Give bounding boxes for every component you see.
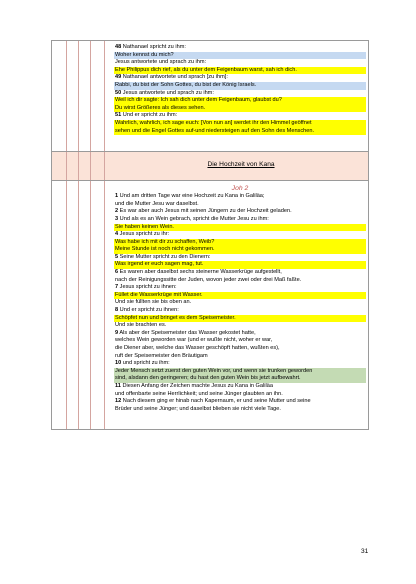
verse-text: Als aber der Speisemeister das Wasser gekostet hatte, [118,329,256,336]
verse-text: nach der Reinigungssitte der Juden, wovon jeder zwei oder drei Maß faßte. [115,276,302,283]
verse-text: Und er spricht zu ihnen: [118,307,179,314]
verse-line [114,406,366,414]
verse-text: Diesen Anfang der Zeichen machte Jesus zu Kana in Galiläa [120,382,273,389]
verse-line [114,353,366,361]
verse-text: Brüder und seine Jünger; und daselbst blieben sie nicht viele Tage. [115,405,281,412]
gutter-line [90,152,91,180]
verse-line [114,105,366,113]
verse-text: Was irgend er euch sagen mag, tut. [115,261,204,268]
verse-line [114,391,366,399]
verse-text: Schöpfet nun und bringet es dem Speisemeister. [115,314,236,321]
verse-text: Jesus spricht zu ihr: [118,231,170,238]
verse-line [114,322,366,330]
verse-line [114,90,366,98]
verse-text: Und sie füllten sie bis oben an. [115,299,192,306]
page-number: 31 [361,548,369,555]
verse-line [114,299,366,307]
verse-line [114,307,366,315]
verse-number: 2 [115,208,119,215]
verse-line [114,128,366,136]
verse-text: Jesus spricht zu ihnen: [118,284,177,291]
verse-line [114,193,366,201]
verse-line [114,292,366,300]
verse-text: Und am dritten Tage war eine Hochzeit zu Kana in Galiläa; [118,193,265,200]
verse-line [114,97,366,105]
verses-row-john2 [52,180,368,429]
verse-text: Nach diesem ging er hinab nach Kapernaum, er und seine Mutter und seine [121,398,311,405]
gutter-line [90,181,91,429]
verse-line [114,254,366,262]
verse-text: sind, alsdann den geringeren; du hast den guten Wein bis jetzt aufbewahrt. [115,375,301,382]
verse-number: 12 [115,398,122,405]
gutter-line [78,152,79,180]
verse-text: Und sie brachten es. [115,322,167,329]
verse-line [114,52,366,60]
gutter-line [78,181,79,429]
verse-line [114,269,366,277]
verse-line [114,284,366,292]
verse-line [114,375,366,383]
verse-number: 7 [115,284,119,291]
verse-line [114,368,366,376]
gutter-line [78,41,79,151]
verse-text: Meine Stunde ist noch nicht gekommen. [115,246,215,253]
verse-text: die Diener aber, welche das Wasser geschöpft hatten, wußten es), [115,345,280,351]
verse-text: Und er spricht zu ihm: [121,112,178,119]
verse-line [114,315,366,323]
verse-line [114,277,366,285]
verse-number: 6 [115,269,119,276]
heading-row [52,151,368,180]
verse-line [114,261,366,269]
verse-number: 4 [115,231,119,238]
verse-line [114,82,366,90]
verse-line [114,330,366,338]
verse-text: Sie haben keinen Wein. [115,223,174,230]
gutter-line [104,181,105,429]
verse-line [114,337,366,345]
verse-text: sehen und die Engel Gottes auf-und niedersteigen auf den Sohn des Menschen. [115,127,315,134]
verse-text: Nathanael antwortete und sprach [zu ihm]: [121,74,228,81]
verse-text: Du wirst Größeres als dieses sehen. [115,104,206,111]
verse-text: Und als es an Wein gebrach, spricht die Mutter Jesu zu ihm: [118,215,269,222]
verse-text: Ehe Philippus dich rief, als du unter dem Feigenbaum warst, sah ich dich. [115,66,297,73]
gutter-line [66,181,67,429]
gutter-line [104,41,105,151]
verse-text: und die Mutter Jesu war daselbst. [115,200,199,207]
verse-number: 50 [115,89,122,96]
section-heading: Die Hochzeit von Kana [207,161,275,169]
chapter-title: Joh 2 [231,185,249,193]
verse-number: 10 [115,360,122,367]
verse-line [114,398,366,406]
verse-number: 8 [115,307,119,314]
verse-line [114,201,366,209]
verse-line [114,112,366,120]
verse-text: Rabbi, du bist der Sohn Gottes, du bist der König Israels. [115,81,257,88]
scripture-table [51,40,369,430]
gutter-line [104,152,105,180]
verse-number: 1 [115,193,119,200]
verse-text: welches Wein geworden war (und er wußte nicht, woher er war, [115,337,273,344]
verse-number: 51 [115,112,122,119]
verse-line [114,231,366,239]
verse-line [114,120,366,128]
verse-text: und spricht zu ihm: [121,360,170,367]
verse-line [114,246,366,254]
verse-line [114,44,366,52]
verse-text: Weil ich dir sagte: Ich sah dich unter dem Feigenbaum, glaubst du? [115,97,282,104]
verse-line [114,216,366,224]
verse-text: Seine Mutter spricht zu den Dienern: [118,253,211,260]
verse-text: und offenbarte seine Herrlichkeit; und seine Jünger glaubten an ihn. [115,390,283,397]
gutter-line [66,152,67,180]
verse-text: Füllet die Wasserkrüge mit Wasser. [115,291,203,298]
verse-line [114,360,366,368]
verse-number: 9 [115,329,119,336]
verse-text: Wahrlich, wahrlich, ich sage euch: [Von nun an] werdet ihr den Himmel geöffnet [115,119,312,126]
verse-text: Es war aber auch Jesus mit seinen Jüngern zu der Hochzeit geladen. [118,208,292,215]
verse-number: 49 [115,74,122,81]
verse-text: Woher kennst du mich? [115,51,174,58]
verse-text: Es waren aber daselbst sechs steinerne Wasserkrüge aufgestellt, [118,269,282,276]
verses-cell [114,41,366,151]
verses-row-john1 [52,41,368,151]
verse-line [114,224,366,232]
verse-number: 5 [115,253,119,260]
verse-line [114,59,366,67]
verse-text: Jesus antwortete und sprach zu ihm: [115,59,207,66]
verses-cell [114,181,366,429]
verse-number: 3 [115,215,119,222]
verse-line [114,74,366,82]
verse-text: ruft der Speisemeister den Bräutigam [115,352,208,359]
verse-text: Jeder Mensch setzt zuerst den guten Wein vor, und wenn sie trunken geworden [115,367,313,374]
verse-text: Jesus antwortete und sprach zu ihm: [121,89,214,96]
gutter-line [90,41,91,151]
verse-line [114,208,366,216]
verse-text: Nathanael spricht zu ihm: [121,44,186,50]
verse-lines [114,193,366,413]
verse-line [114,239,366,247]
verse-text: Was habe ich mit dir zu schaffen, Weib? [115,238,215,245]
verse-line [114,345,366,353]
gutter-line [66,41,67,151]
verse-number: 48 [115,44,122,50]
verse-line [114,383,366,391]
verse-line [114,67,366,75]
verse-number: 11 [115,382,121,389]
